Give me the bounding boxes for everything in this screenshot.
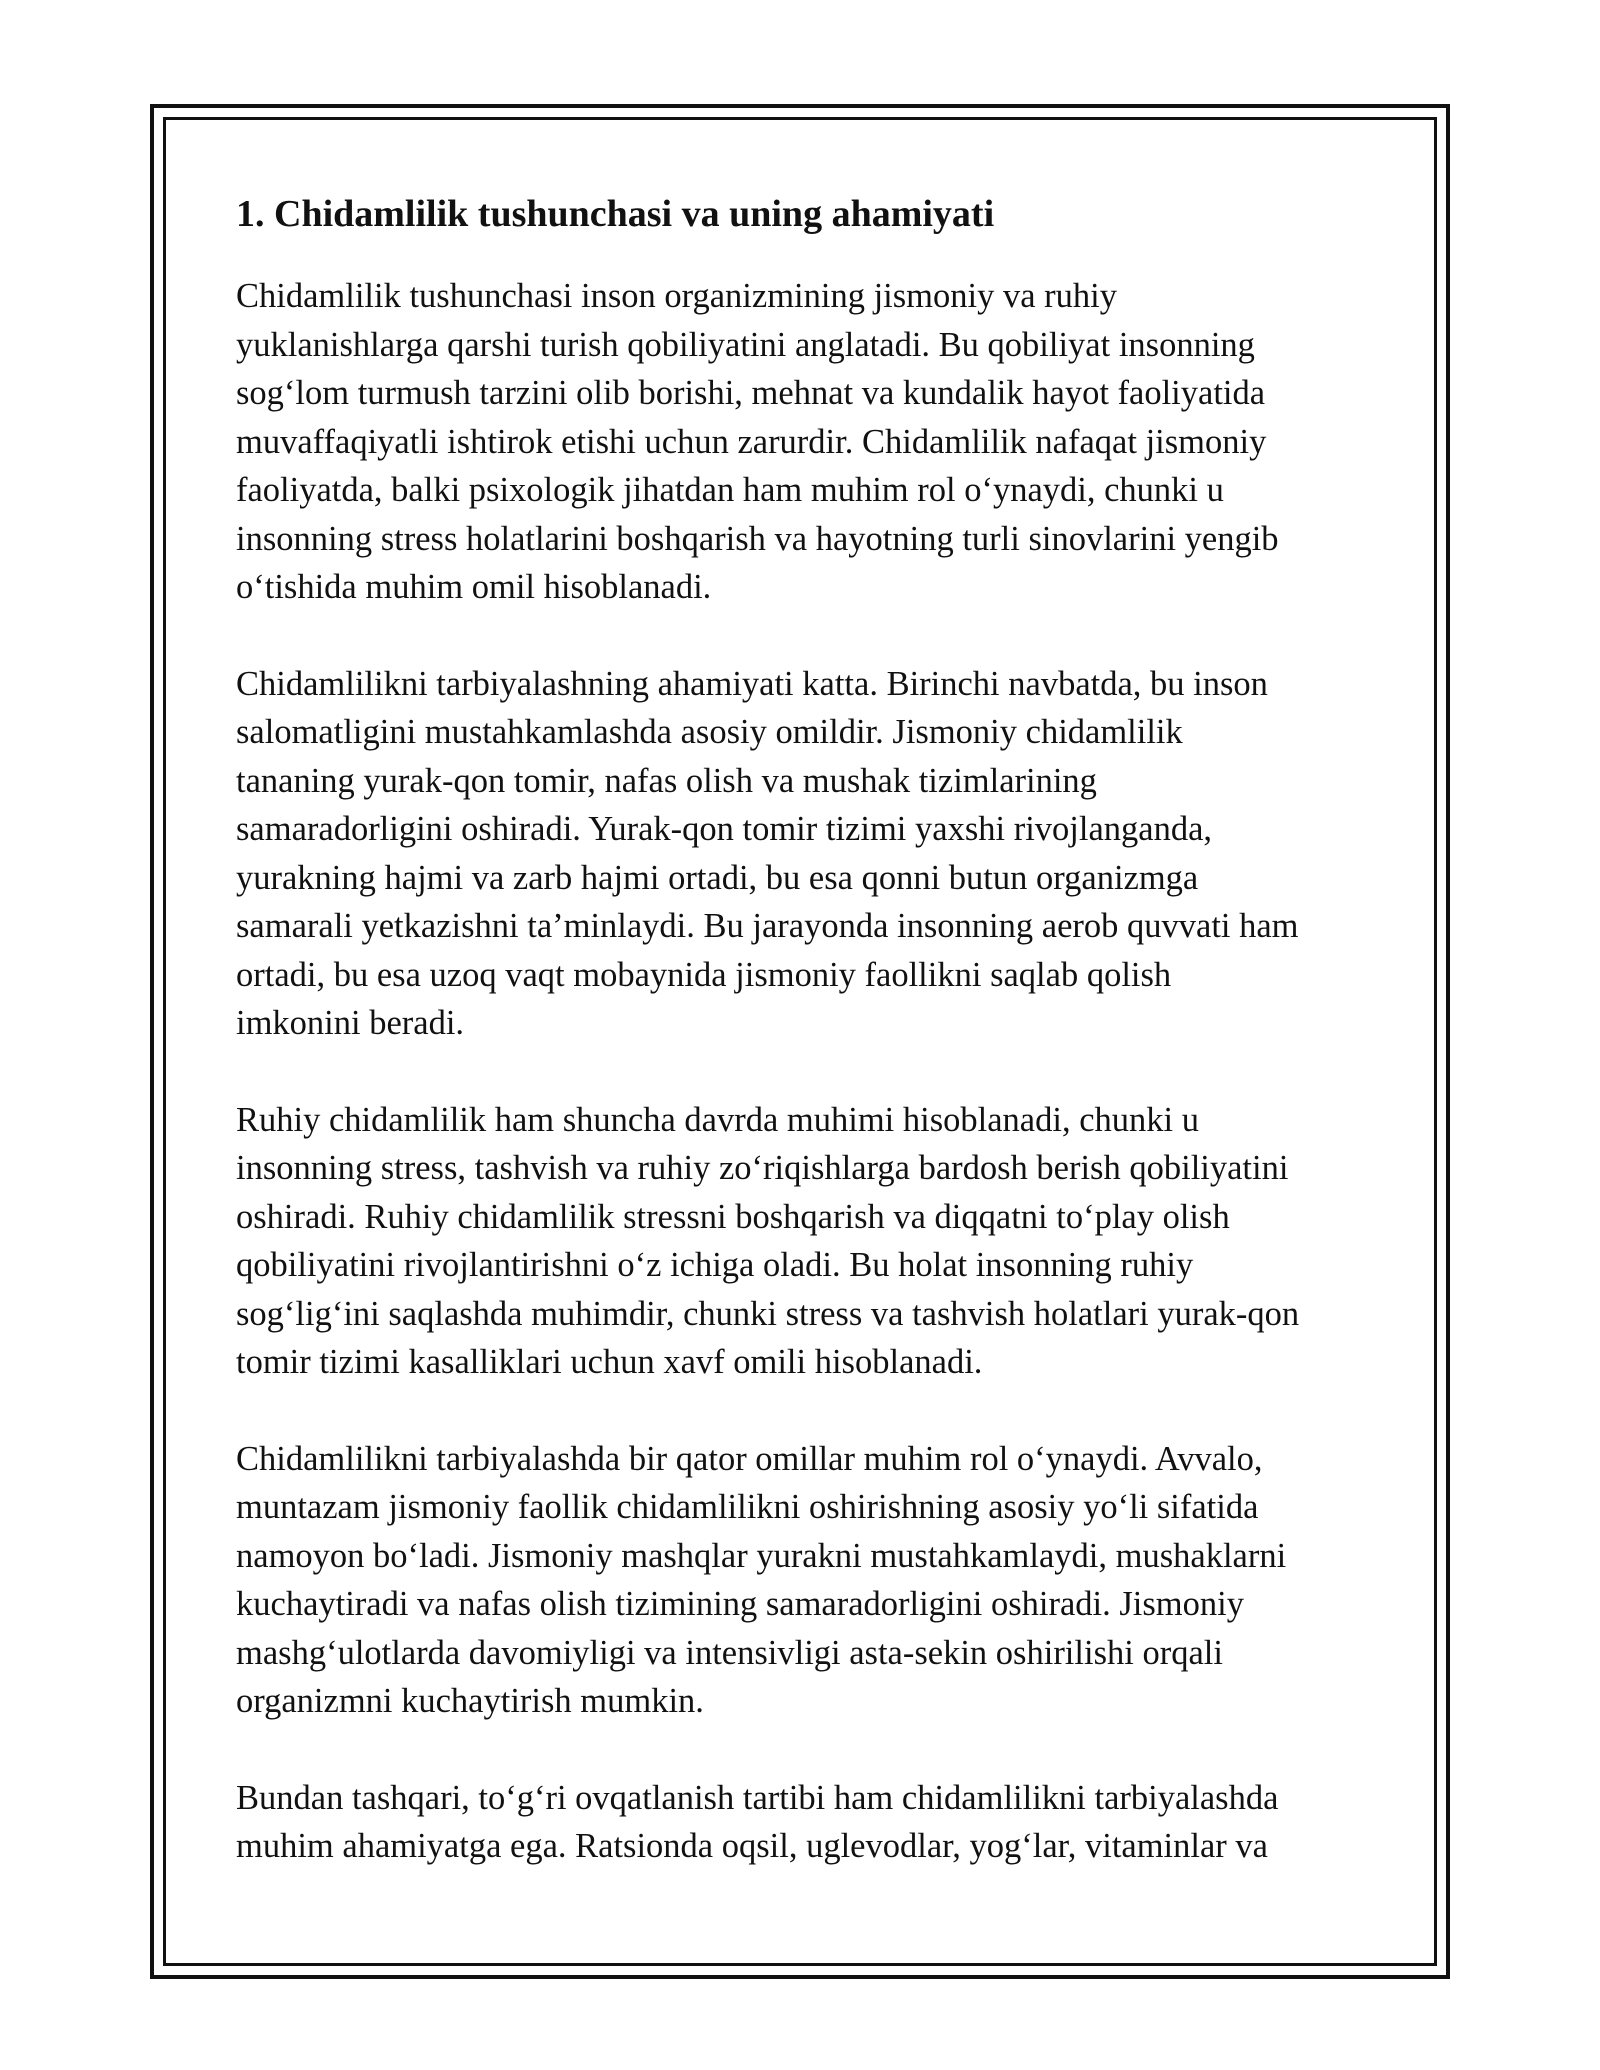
section-heading: 1. Chidamlilik tushunchasi va uning ahamiyati: [236, 193, 995, 235]
document-body: [236, 190, 1396, 1919]
paragraph-5: Bundan tashqari, to‘g‘ri ovqatlanish tartibi ham chidamlilikni tarbiyalashda muhim ahamiyatga ega. Ratsionda oqsil, uglevodlar, yog‘lar, vitaminlar va: [236, 1778, 1279, 1865]
paragraph-2: Chidamlilikni tarbiyalashning ahamiyati katta. Birinchi navbatda, bu inson salomatligini mustahkamlashda asosiy omildir. Jismoniy chidamlilik tananing yurak-qon tomir, nafas olish va mushak tizimlarining samaradorligini oshiradi. Yurak-qon tomir tizimi yaxshi rivojlanganda, yurakning hajmi va zarb hajmi ortadi, bu esa qonni butun organizmga samarali yetkazishni ta’minlaydi. Bu jarayonda insonning aerob quvvati ham ortadi, bu esa uzoq vaqt mobaynida jismoniy faollikni saqlab qolish imkonini beradi.: [236, 664, 1299, 1042]
paragraph-4: Chidamlilikni tarbiyalashda bir qator omillar muhim rol o‘ynaydi. Avvalo, muntazam jismoniy faollik chidamlilikni oshirishning asosiy yo‘li sifatida namoyon bo‘ladi. Jismoniy mashqlar yurakni mustahkamlaydi, mushaklarni kuchaytiradi va nafas olish tizimining samaradorligini oshiradi. Jismoniy mashg‘ulotlarda davomiyligi va intensivligi asta-sekin oshirilishi orqali organizmni kuchaytirish mumkin.: [236, 1439, 1287, 1720]
paragraph-1: Chidamlilik tushunchasi inson organizmining jismoniy va ruhiy yuklanishlarga qarshi turish qobiliyatini anglatadi. Bu qobiliyat insonning sog‘lom turmush tarzini olib borishi, mehnat va kundalik hayot faoliyatida muvaffaqiyatli ishtirok etishi uchun zarurdir. Chidamlilik nafaqat jismoniy faoliyatda, balki psixologik jihatdan ham muhim rol o‘ynaydi, chunki u insonning stress holatlarini boshqarish va hayotning turli sinovlarini yengib o‘tishida muhim omil hisoblanadi.: [236, 277, 1279, 606]
paragraph-3: Ruhiy chidamlilik ham shuncha davrda muhimi hisoblanadi, chunki u insonning stress, tashvish va ruhiy zo‘riqishlarga bardosh berish qobiliyatini oshiradi. Ruhiy chidamlilik stressni boshqarish va diqqatni to‘play olish qobiliyatini rivojlantirishni o‘z ichiga oladi. Bu holat insonning ruhiy sog‘lig‘ini saqlashda muhimdir, chunki stress va tashvish holatlari yurak-qon tomir tizimi kasalliklari uchun xavf omili hisoblanadi.: [236, 1100, 1300, 1381]
